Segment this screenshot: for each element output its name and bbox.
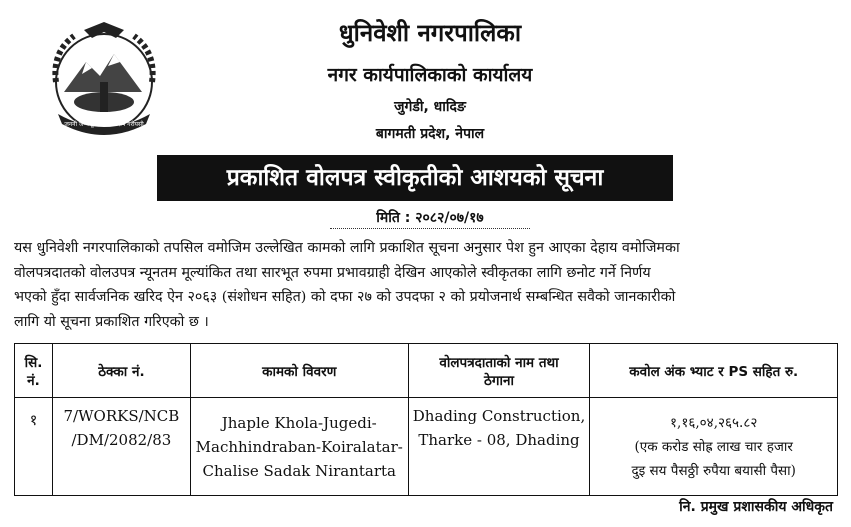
- col-contract-header: ठेक्का नं.: [52, 344, 190, 398]
- office-name: नगर कार्यपालिकाको कार्यालय: [327, 64, 533, 86]
- cell-amount: १,१६,०४,२६५.८२ (एक करोड सोह्र लाख चार हजार दुइ सय पैसठ्ठी रुपैया बयासी पैसा): [590, 398, 838, 496]
- org-name: धुनिवेशी नगरपालिका: [338, 19, 522, 47]
- col-amount-header: कवोल अंक भ्याट र PS सहित रु.: [590, 344, 838, 398]
- notice-title: प्रकाशित वोलपत्र स्वीकृतीको आशयको सूचना: [157, 155, 673, 201]
- nepal-emblem-icon: [44, 22, 164, 138]
- date-underline: [330, 228, 530, 229]
- office-address: जुगेडी, धादिङ: [394, 99, 466, 115]
- notice-line: यस धुनिवेशी नगरपालिकाको तपसिल वमोजिम उल्लेखित कामको लागि प्रकाशित सूचना अनुसार पेश हुन आएका देहाय वमोजिमका: [14, 240, 680, 256]
- notice-date: मिति : २०८२/०७/१७: [376, 210, 484, 226]
- table-row: [15, 398, 838, 496]
- signatory-title: नि. प्रमुख प्रशासकीय अधिकृत: [679, 499, 833, 515]
- cell-work: Jhaple Khola-Jugedi- Machhindraban-Koiralatar- Chalise Sadak Nirantarta: [190, 398, 408, 496]
- svg-text:जननी जन्मभूमिश्च स्वर्गादपि गर: जननी जन्मभूमिश्च स्वर्गादपि गरीयसी: [64, 121, 144, 128]
- notice-body: [14, 236, 840, 334]
- notice-line: लागि यो सूचना प्रकाशित गरिएको छ ।: [14, 313, 209, 330]
- notice-line: भएको हुँदा सार्वजनिक खरिद ऐन २०६३ (संशोधन सहित) को दफा २७ को उपदफा २ को प्रयोजनार्थ सम्बन्धित सवैको जानकारीको: [14, 289, 676, 305]
- cell-bidder: Dhading Construction, Tharke - 08, Dhading: [408, 398, 590, 496]
- table-header-row: [15, 344, 838, 398]
- notice-line: वोलपत्रदातको वोलउपत्र न्यूनतम मूल्यांकित तथा सारभूत रुपमा प्रभावग्राही देखिन आएकोले स्वीकृतका लागि छनोट गर्ने निर्णय: [14, 264, 651, 281]
- cell-sn: १: [15, 398, 53, 496]
- cell-contract: 7/WORKS/NCB /DM/2082/83: [52, 398, 190, 496]
- col-work-header: कामको विवरण: [190, 344, 408, 398]
- col-sn-header: सि. नं.: [15, 344, 53, 398]
- bid-table: [14, 343, 838, 496]
- province-name: बागमती प्रदेश, नेपाल: [375, 126, 485, 142]
- col-bidder-header: वोलपत्रदाताको नाम तथा ठेगाना: [408, 344, 590, 398]
